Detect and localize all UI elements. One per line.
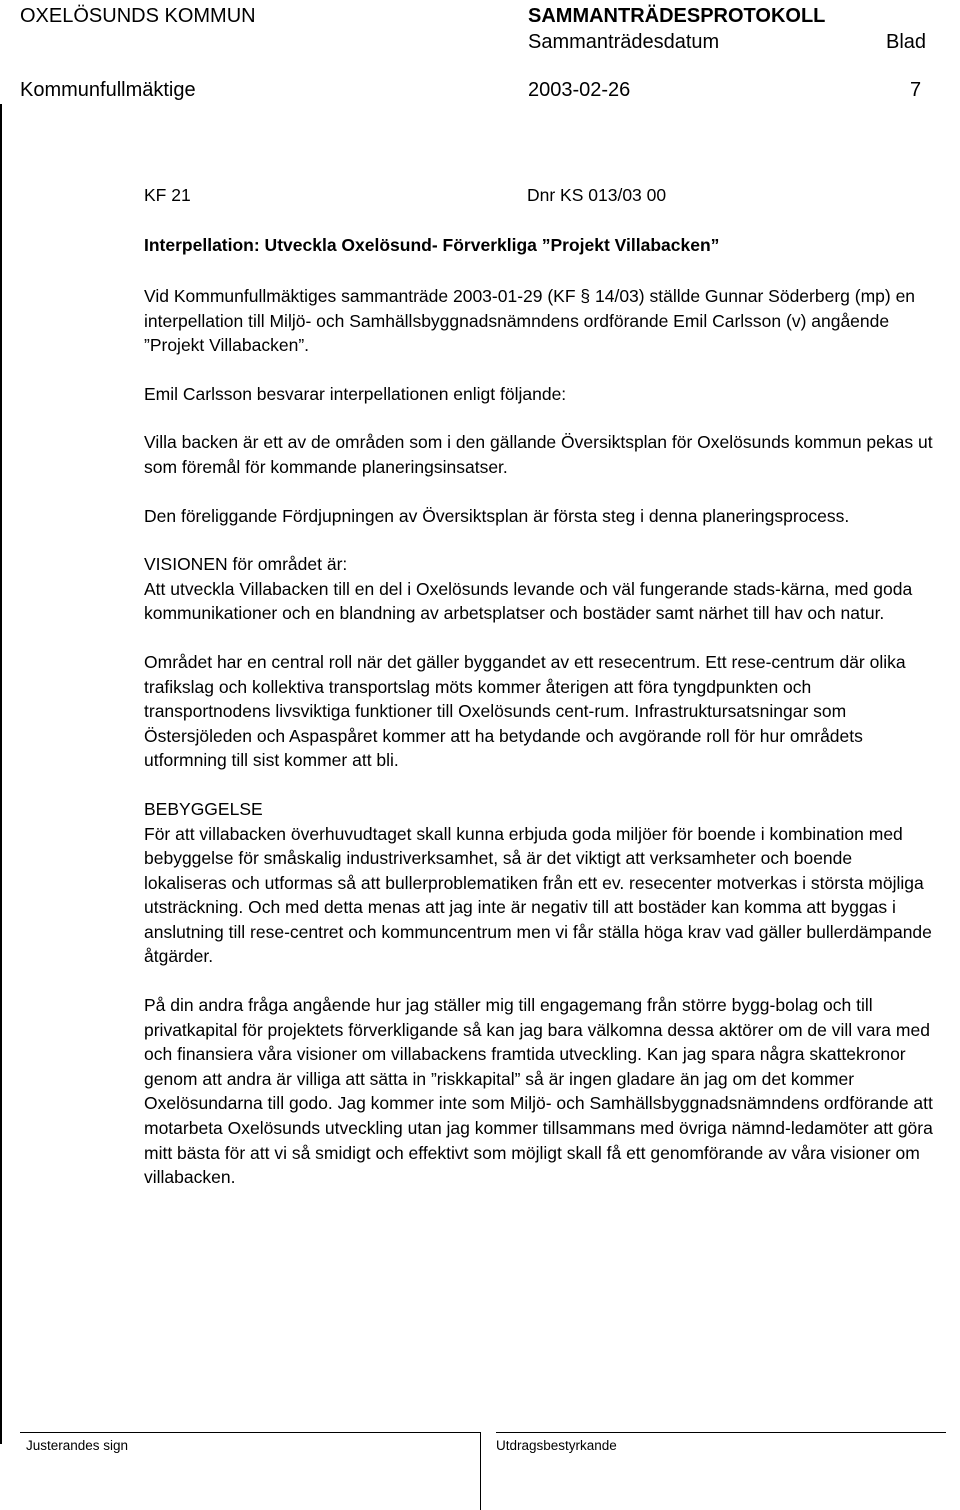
dnr: Dnr KS 013/03 00 bbox=[527, 185, 667, 205]
resecentrum-paragraph: Området har en central roll när det gäller byggandet av ett resecentrum. Ett rese-centrum där olika trafikslag och kollektiva transportslag möts kommer återigen att föra tyngdpunkten och transportnodens livsviktiga funktioner till Oxelösunds cent-rum. Infrastruktursatsningar som Östersjöleden och Aspaspåret kommer att ha betydande och avgörande roll för hur områdets utformning till sist kommer att bli. bbox=[144, 651, 906, 771]
case-number: KF 21 bbox=[144, 185, 191, 205]
footer-line-left bbox=[20, 1432, 480, 1433]
vision-heading-rest: för området är: bbox=[227, 554, 348, 575]
margin-line bbox=[0, 104, 2, 1444]
case-title: Interpellation: Utveckla Oxelösund- Förverkliga ”Projekt Villabacken” bbox=[144, 235, 720, 255]
footer-divider bbox=[480, 1432, 481, 1510]
vision-heading: VISIONEN bbox=[144, 554, 228, 575]
page-number: 7 bbox=[910, 79, 922, 101]
page-label: Blad bbox=[886, 31, 927, 53]
document-type: SAMMANTRÄDESPROTOKOLL bbox=[528, 5, 826, 27]
bebyggelse-heading: BEBYGGELSE bbox=[144, 798, 263, 819]
document-body bbox=[144, 284, 934, 1190]
council-name: Kommunfullmäktige bbox=[20, 79, 196, 101]
intro-paragraph: Vid Kommunfullmäktiges sammanträde 2003-01-29 (KF § 14/03) ställde Gunnar Söderberg (mp) en interpellation till Miljö- och Samhällsbyggnadsnämndens ordförande Emil Carlsson (v) angående ”Projekt Villabacken”. bbox=[144, 286, 916, 356]
meeting-date: 2003-02-26 bbox=[528, 79, 631, 101]
vision-text: Att utveckla Villabacken till en del i Oxelösunds levande och väl fungerande stads-kärna, med goda kommunikationer och en blandning av arbetsplatser och bostäder samt närhet till hav och natur. bbox=[144, 578, 913, 624]
overview-paragraph: Villa backen är ett av de områden som i den gällande Översiktsplan för Oxelösunds kommun pekas ut som föremål för kommande planeringsinsatser. bbox=[144, 432, 933, 477]
planning-paragraph: Den föreliggande Fördjupningen av Översiktsplan är första steg i denna planeringsprocess. bbox=[144, 505, 850, 526]
footer-certification-label: Utdragsbestyrkande bbox=[496, 1438, 617, 1453]
second-question-paragraph: På din andra fråga angående hur jag ställer mig till engagemang från större bygg-bolag och till privatkapital för projektets förverkligande så kan jag bara välkomna dessa aktörer om de vill vara med och finansiera våra visioner om villabackens framtida utveckling. Kan jag spara några skattekronor genom att andra är villiga att sätta in ”riskkapital” så är ingen gladare än jag om det kommer Oxelösundarna till godo. Jag kommer inte som Miljö- och Samhällsbyggnadsnämndens ordförande att motarbeta Oxelösunds utveckling utan jag kommer tillsammans med övriga nämnd-ledamöter att göra mitt bästa för att vi så smidigt och effektivt som möjligt skall få ett genomförande av våra visioner om villabacken. bbox=[144, 995, 933, 1188]
vision-heading-line bbox=[144, 552, 934, 577]
bebyggelse-text: För att villabacken överhuvudtaget skall kunna erbjuda goda miljöer för boende i kombination med bebyggelse för småskalig industriverksamhet, så är det viktigt att verksamheter och boende lokaliseras och utformas så att bullerproblematiken från ett ev. resecenter motverkas i största möjliga utsträckning. Och med detta menas att jag inte är negativ till att bostäder kan komma att byggas i anslutning till rese-centret och kommuncentrum men vi får ställa höga krav vad gäller bullerdämpande åtgärder. bbox=[144, 823, 932, 967]
municipality-name: OXELÖSUNDS KOMMUN bbox=[20, 5, 256, 27]
answer-intro: Emil Carlsson besvarar interpellationen enligt följande: bbox=[144, 383, 567, 404]
footer-line-right bbox=[496, 1432, 946, 1433]
meeting-date-label: Sammanträdesdatum bbox=[528, 31, 720, 53]
footer-signature-label: Justerandes sign bbox=[26, 1438, 129, 1453]
